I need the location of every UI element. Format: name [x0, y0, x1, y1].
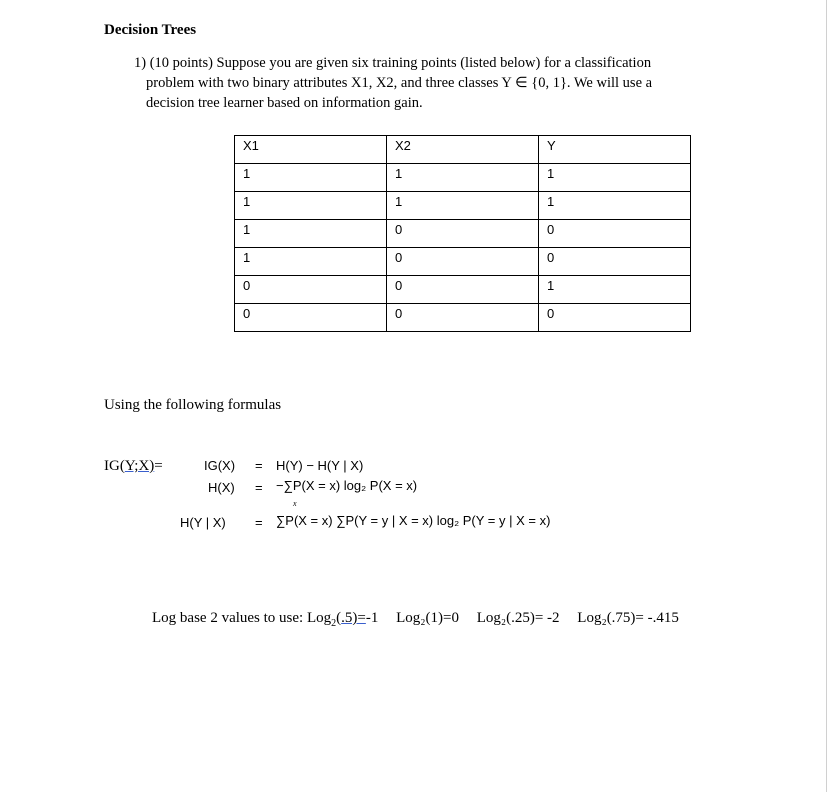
- section-heading: Decision Trees: [104, 22, 197, 38]
- equals-sign-2: =: [255, 480, 263, 495]
- table-row: [235, 304, 691, 332]
- log-v1-prefix: Log: [306, 610, 332, 626]
- header-y: Y: [539, 136, 691, 164]
- formula-ig-lhs: IG(X): [204, 458, 236, 473]
- cell-x2: 1: [387, 192, 539, 220]
- log-values-label: Log base 2 values to use:: [152, 610, 304, 626]
- cell-x2: 1: [387, 164, 539, 192]
- formulas-intro: Using the following formulas: [104, 397, 282, 413]
- log-value-quarter: Log₂(.25)= -2: [476, 610, 560, 626]
- log-value-half: [306, 610, 379, 629]
- formula-h-lhs: H(X): [208, 480, 235, 495]
- cell-x1: 1: [235, 164, 387, 192]
- cell-x1: 1: [235, 220, 387, 248]
- training-data-table: [234, 135, 691, 332]
- page-edge: [826, 0, 827, 792]
- header-x1: X1: [235, 136, 387, 164]
- log-values-line: [152, 610, 693, 629]
- cell-x1: 0: [235, 276, 387, 304]
- cell-x1: 1: [235, 248, 387, 276]
- cell-y: 1: [539, 164, 691, 192]
- table-row: [235, 192, 691, 220]
- log-v1-paren: (: [336, 610, 342, 626]
- log-value-three-quarters: Log₂(.75)= -.415: [577, 610, 679, 626]
- formula-hyx-lhs: H(Y | X): [180, 515, 226, 530]
- formula-h-sum-index: x: [293, 499, 297, 508]
- cell-y: 1: [539, 192, 691, 220]
- equals-sign-1: =: [255, 458, 263, 473]
- header-x2: X2: [387, 136, 539, 164]
- ig-label: [104, 458, 163, 475]
- formula-hyx-rhs: ∑P(X = x) ∑P(Y = y | X = x) log₂ P(Y = y | X = x): [276, 513, 551, 528]
- log-value-one: Log₂(1)=0: [396, 610, 459, 626]
- cell-x2: 0: [387, 304, 539, 332]
- table-row: [235, 220, 691, 248]
- cell-x1: 0: [235, 304, 387, 332]
- ig-label-suffix: =: [154, 458, 163, 474]
- log-v1-underlined: .5)=: [341, 610, 366, 626]
- cell-x1: 1: [235, 192, 387, 220]
- cell-x2: 0: [387, 248, 539, 276]
- cell-x2: 0: [387, 220, 539, 248]
- problem-line-1: 1) (10 points) Suppose you are given six training points (listed below) for a classification: [134, 55, 652, 71]
- ig-label-underlined: Y;X): [124, 458, 155, 474]
- ig-label-prefix: IG(: [104, 458, 125, 474]
- table-row: [235, 276, 691, 304]
- table-header-row: [235, 136, 691, 164]
- cell-y: 0: [539, 248, 691, 276]
- log-v1-result: -1: [365, 610, 379, 626]
- log-v1-base: 2: [331, 618, 337, 629]
- cell-y: 0: [539, 220, 691, 248]
- table-row: [235, 248, 691, 276]
- equals-sign-3: =: [255, 515, 263, 530]
- formula-h-rhs: −∑P(X = x) log₂ P(X = x): [276, 478, 418, 493]
- problem-line-3: decision tree learner based on information gain.: [146, 95, 423, 111]
- formula-ig-rhs: H(Y) − H(Y | X): [276, 458, 364, 473]
- problem-line-2: problem with two binary attributes X1, X2, and three classes Y ∈ {0, 1}. We will use a: [146, 75, 653, 91]
- problem-statement: [134, 53, 730, 113]
- cell-y: 1: [539, 276, 691, 304]
- cell-y: 0: [539, 304, 691, 332]
- table-row: [235, 164, 691, 192]
- cell-x2: 0: [387, 276, 539, 304]
